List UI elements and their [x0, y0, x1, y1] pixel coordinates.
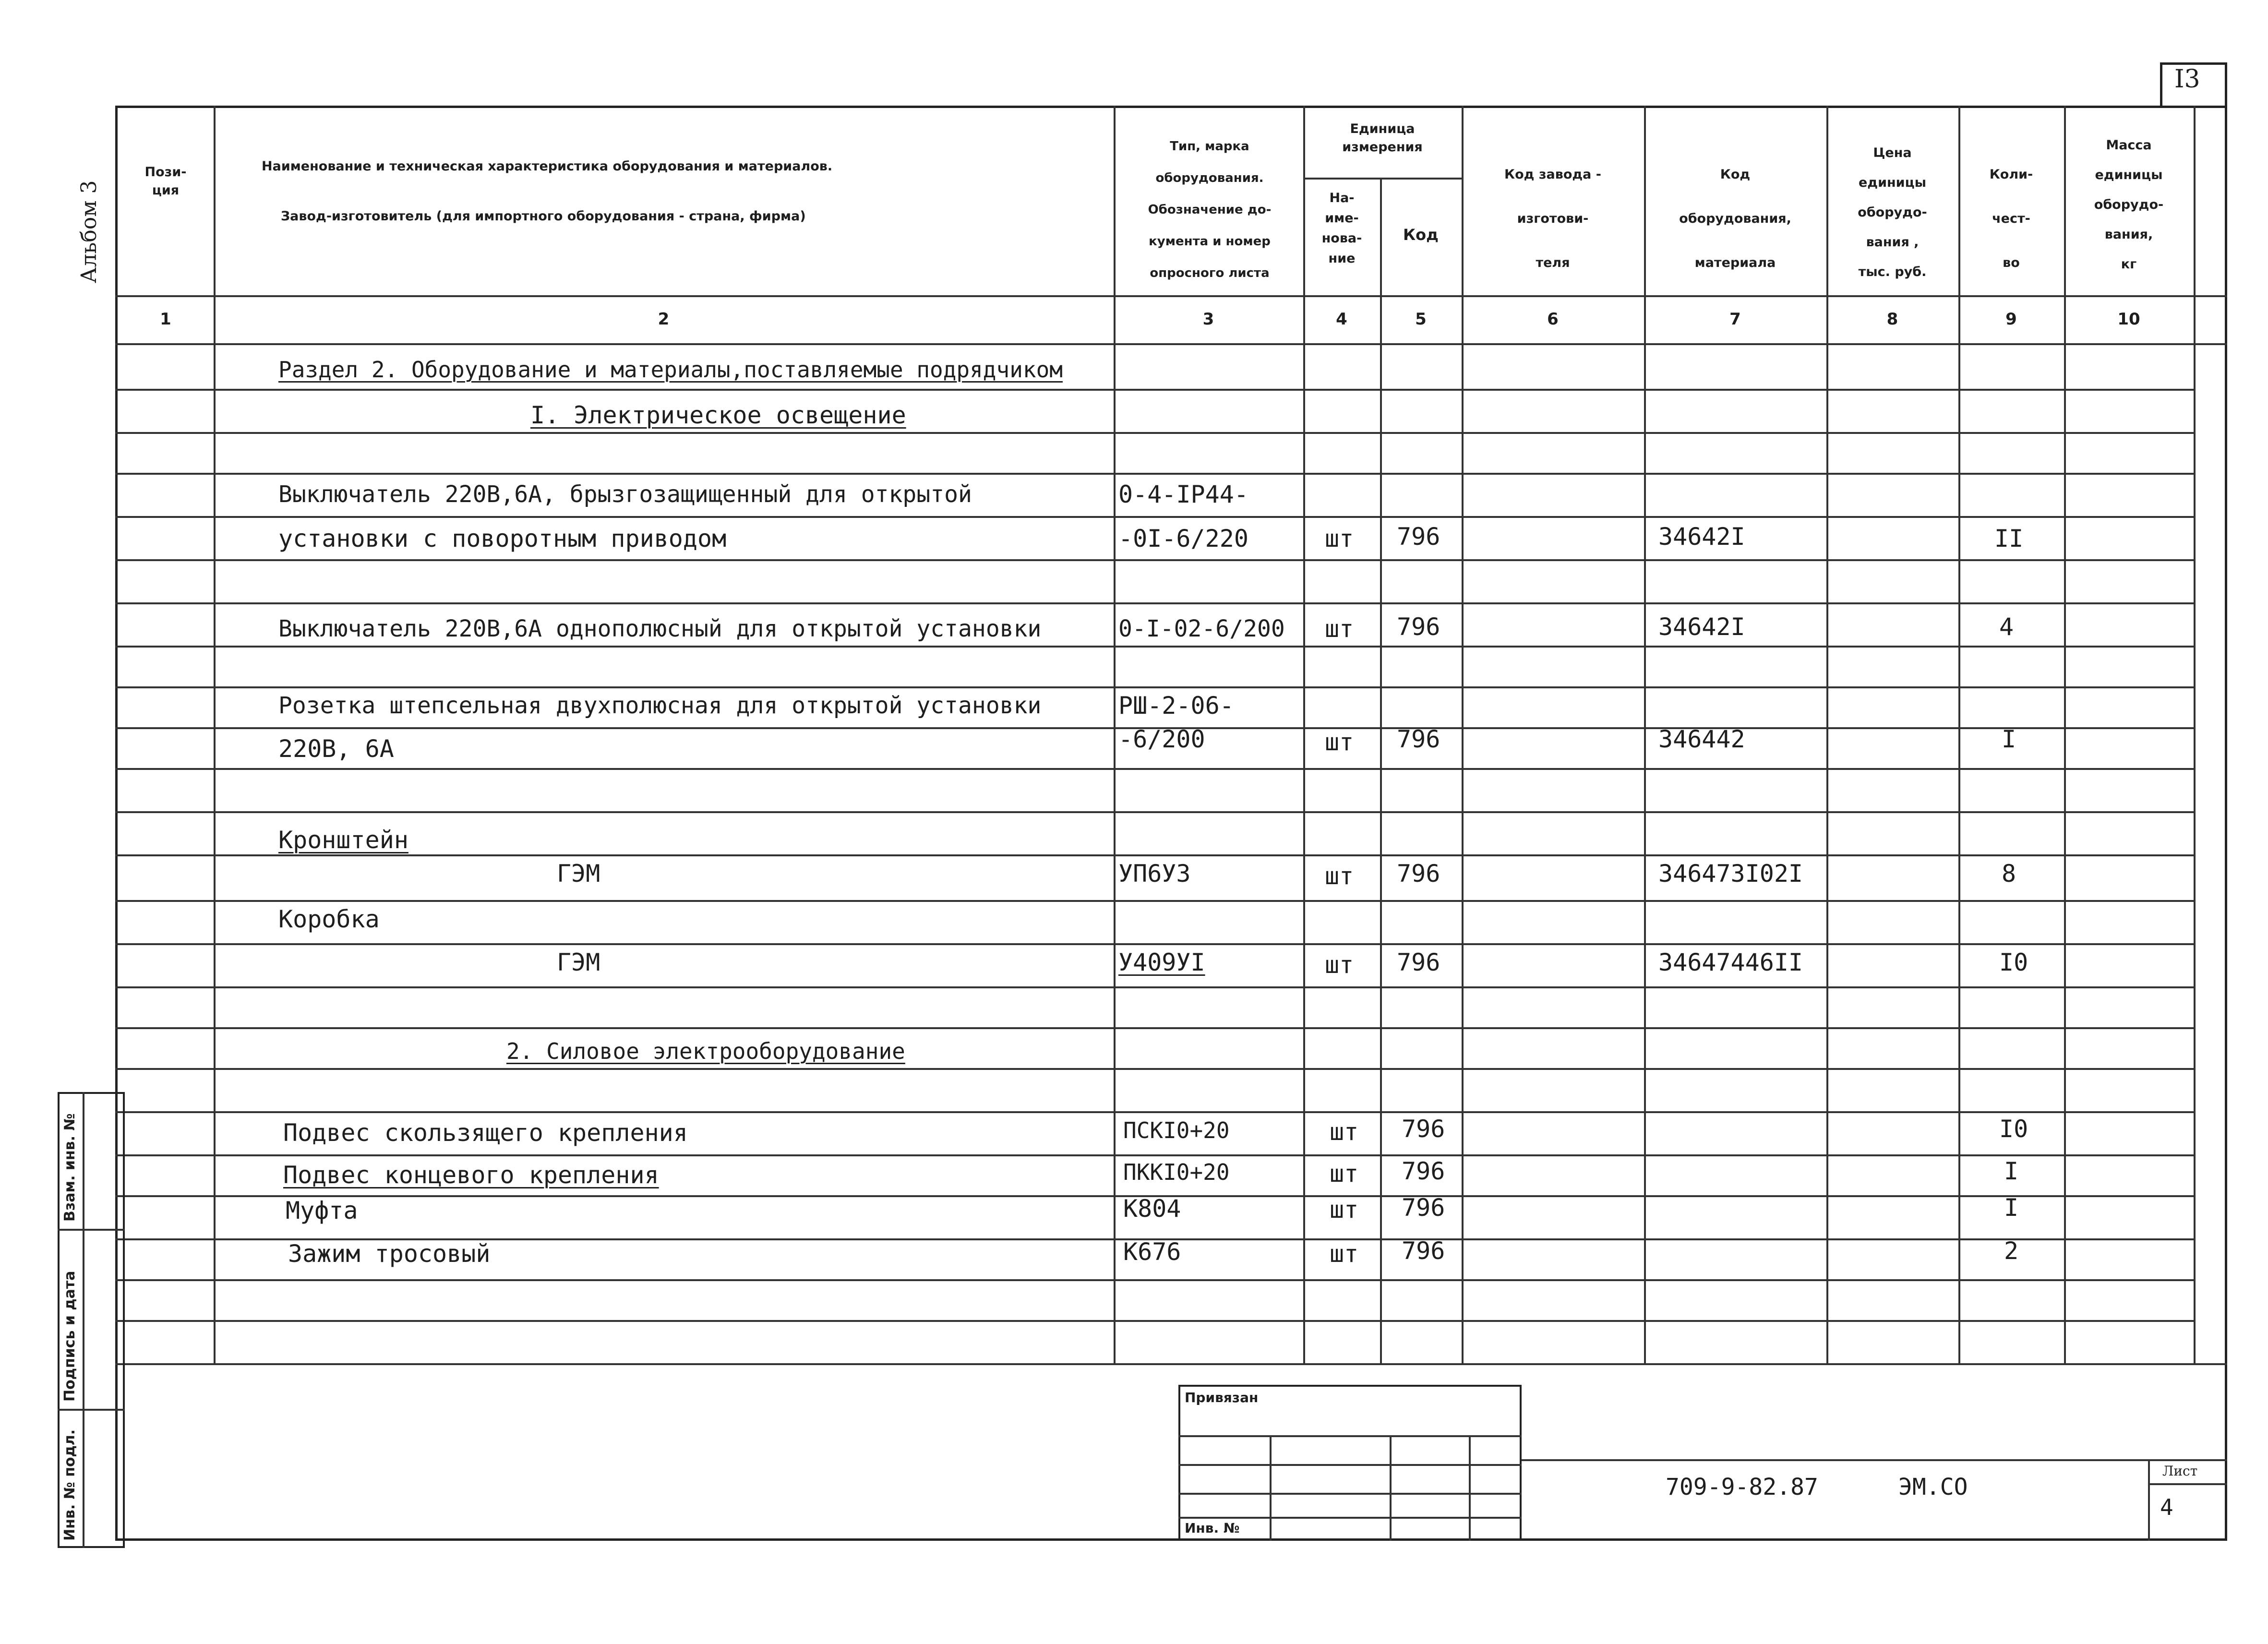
row2-material-code: 34642I	[1658, 613, 1745, 641]
header-type: Тип, марка оборудования. Обозначение до- кумента и номер опросного листа	[1148, 139, 1272, 280]
row-line	[115, 1027, 2194, 1029]
row-line	[115, 811, 2194, 813]
album-label: Альбом 3	[77, 180, 101, 283]
header-name: Наименование и техническая характеристика оборудования и материалов.	[262, 159, 833, 174]
table-bottom-line	[115, 1363, 2227, 1365]
header-position: Пози- ция	[144, 165, 187, 198]
row9-name: Зажим тросовый	[288, 1240, 491, 1268]
row-line	[115, 1068, 2194, 1070]
row-line	[115, 473, 2194, 475]
row7-name: Подвес концевого крепления	[283, 1161, 659, 1189]
row-line	[115, 602, 2194, 604]
row4-quantity: 8	[2002, 860, 2016, 888]
header-manufacturer: Завод-изготовитель (для импортного оборудования - страна, фирма)	[281, 209, 806, 224]
side-stamp-line	[58, 1229, 125, 1231]
row7-code: 796	[1402, 1157, 1445, 1185]
row8-code: 796	[1402, 1194, 1445, 1222]
row1-name-line2: установки с поворотным приводом	[278, 525, 727, 552]
row-line	[115, 900, 2194, 902]
row5-material-code: 34647446II	[1658, 948, 1803, 976]
side-stamp-original-inv: Инв. № подл.	[61, 1429, 78, 1541]
col-line-9	[2064, 106, 2066, 1363]
row9-unit: шт	[1330, 1240, 1359, 1268]
row3-name-line1: Розетка штепсельная двухполюсная для открытой установки	[278, 692, 1042, 719]
row1-name-line1: Выключатель 220В,6А, брызгозащищенный для открытой	[278, 481, 972, 508]
col-line-5	[1462, 106, 1464, 1363]
row8-quantity: I	[2004, 1194, 2019, 1222]
row1-type-line1: 0-4-IP44-	[1118, 480, 1248, 508]
title-block-line	[1522, 1459, 2227, 1461]
row9-code: 796	[1402, 1237, 1445, 1265]
row-line	[115, 646, 2194, 648]
row2-unit: шт	[1325, 615, 1354, 643]
row6-code: 796	[1402, 1115, 1445, 1143]
side-stamp-line	[58, 1409, 125, 1411]
row5-code: 796	[1397, 948, 1440, 976]
row6-type: ПСКI0+20	[1123, 1117, 1230, 1143]
header-quantity: Коли- чест- во	[1989, 167, 2033, 270]
row7-type: ПККI0+20	[1123, 1159, 1230, 1185]
sheet-box-line	[2148, 1483, 2227, 1485]
row-line	[115, 686, 2194, 688]
inventory-number-label: Инв. №	[1185, 1520, 1240, 1536]
binding-stamp-divider	[1270, 1435, 1272, 1541]
row8-type: К804	[1123, 1195, 1181, 1223]
row1-unit: шт	[1325, 525, 1354, 552]
row4-maker: ГЭМ	[557, 860, 600, 888]
row5-unit: шт	[1325, 951, 1354, 979]
row1-code: 796	[1397, 523, 1440, 551]
row6-unit: шт	[1330, 1118, 1359, 1146]
row8-unit: шт	[1330, 1196, 1359, 1224]
row-line	[115, 854, 2194, 856]
row3-unit: шт	[1325, 728, 1354, 756]
sheet-number: 4	[2160, 1494, 2173, 1520]
row4-unit: шт	[1325, 862, 1354, 890]
row-line	[115, 432, 2194, 434]
subsection-lighting: I. Электрическое освещение	[530, 401, 906, 429]
header-material-code: Код оборудования, материала	[1679, 167, 1791, 270]
row1-material-code: 34642I	[1658, 523, 1745, 551]
document-suffix: ЭМ.СО	[1898, 1474, 1968, 1500]
row7-quantity: I	[2004, 1157, 2019, 1185]
row-line	[115, 768, 2194, 770]
header-bottom-line	[115, 295, 2227, 297]
row3-code: 796	[1397, 725, 1440, 753]
header-unit-code: Код	[1403, 226, 1439, 244]
row3-type-line2: -6/200	[1118, 725, 1205, 753]
row-line	[115, 559, 2194, 561]
colnum-7: 7	[1729, 310, 1741, 329]
col-line-10	[2194, 106, 2196, 1363]
row1-quantity: II	[1994, 525, 2024, 552]
row-line	[115, 516, 2194, 518]
row6-name: Подвес скользящего крепления	[283, 1119, 688, 1147]
row4-name: Кронштейн	[278, 826, 408, 854]
row8-name: Муфта	[286, 1197, 358, 1224]
binding-stamp-divider	[1469, 1435, 1471, 1541]
row5-type: У409УI	[1118, 948, 1205, 976]
row2-type: 0-I-02-6/200	[1118, 615, 1285, 642]
colnum-3: 3	[1202, 310, 1214, 329]
col-line-3	[1303, 106, 1305, 1363]
unit-split-line	[1303, 178, 1462, 180]
row2-quantity: 4	[1999, 613, 2014, 641]
binding-label: Привязан	[1185, 1390, 1259, 1405]
subsection-power: 2. Силовое электрооборудование	[506, 1038, 905, 1064]
col-line-8	[1958, 106, 1960, 1363]
colnum-2: 2	[658, 310, 670, 329]
header-unit: Единица измерения	[1342, 121, 1423, 155]
row4-type: УП6У3	[1118, 860, 1191, 888]
row2-code: 796	[1397, 613, 1440, 641]
section-heading: Раздел 2. Оборудование и материалы,поставляемые подрядчиком	[278, 357, 1063, 383]
row9-quantity: 2	[2004, 1237, 2019, 1265]
row7-unit: шт	[1330, 1160, 1359, 1188]
side-stamp-replace-inv: Взам. инв. №	[61, 1113, 78, 1222]
row3-name-line2: 220В, 6А	[278, 735, 394, 763]
row-line	[115, 389, 2194, 391]
row-line	[115, 1279, 2194, 1281]
col-line-2	[1114, 106, 1116, 1363]
row-line	[115, 1154, 2194, 1156]
binding-stamp-divider	[1390, 1435, 1392, 1541]
side-stamp-divider	[83, 1092, 84, 1548]
col-line-6	[1644, 106, 1646, 1363]
header-unit-name: На- име- нова- ние	[1321, 191, 1362, 266]
header-price: Цена единицы оборудо- вания , тыс. руб.	[1858, 145, 1927, 279]
row4-code: 796	[1397, 860, 1440, 888]
row1-type-line2: -0I-6/220	[1118, 525, 1248, 552]
colnum-bottom-line	[115, 343, 2227, 345]
row5-name: Коробка	[278, 905, 380, 933]
colnum-9: 9	[2005, 310, 2017, 329]
row3-material-code: 346442	[1658, 725, 1745, 753]
colnum-6: 6	[1547, 310, 1559, 329]
col-line-7	[1826, 106, 1828, 1363]
side-stamp-signature-date: Подпись и дата	[61, 1271, 78, 1402]
colnum-4: 4	[1336, 310, 1347, 329]
header-mass: Масса единицы оборудо- вания, кг	[2094, 138, 2164, 272]
row9-type: К676	[1123, 1238, 1181, 1266]
colnum-8: 8	[1886, 310, 1898, 329]
row2-name: Выключатель 220В,6А однополюсный для открытой установки	[278, 615, 1042, 642]
colnum-1: 1	[160, 310, 171, 329]
sheet-box-divider	[2148, 1459, 2150, 1541]
sheet-label: Лист	[2162, 1463, 2198, 1479]
row-line	[115, 1320, 2194, 1322]
row6-quantity: I0	[1999, 1115, 2028, 1143]
row-line	[115, 943, 2194, 945]
row5-maker: ГЭМ	[557, 948, 600, 976]
row-line	[115, 1111, 2194, 1113]
document-code: 709-9-82.87	[1666, 1474, 1818, 1500]
page-number: I3	[2174, 65, 2200, 94]
row3-quantity: I	[2002, 725, 2016, 753]
row5-quantity: I0	[1999, 948, 2028, 976]
row3-type-line1: РШ-2-06-	[1118, 692, 1234, 720]
col-line-1	[214, 106, 216, 1363]
row-line	[115, 986, 2194, 988]
header-maker-code: Код завода - изготови- теля	[1504, 167, 1601, 270]
row4-material-code: 346473I02I	[1658, 860, 1803, 888]
colnum-10: 10	[2117, 310, 2140, 329]
colnum-5: 5	[1415, 310, 1427, 329]
col-line-4	[1380, 178, 1382, 1363]
